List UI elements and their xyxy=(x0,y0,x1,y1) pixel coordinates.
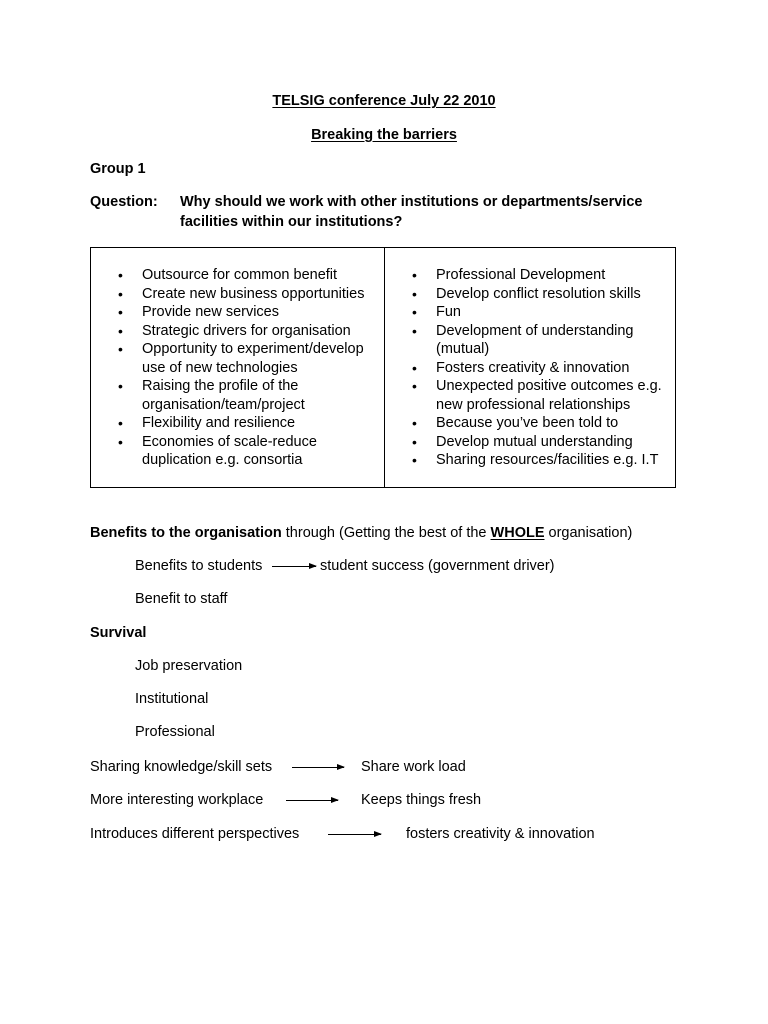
list-item-text: Create new business opportunities xyxy=(142,285,365,302)
survival-heading: Survival xyxy=(90,625,147,641)
benefits-heading-text-end: organisation) xyxy=(544,525,633,541)
survival-item: Institutional xyxy=(135,691,209,707)
list-item xyxy=(412,451,674,470)
list-item xyxy=(412,359,674,378)
bullet-icon: • xyxy=(118,322,123,339)
list-item-text: Opportunity to experiment/develop use of new technologies xyxy=(142,341,364,376)
outcome-right: Share work load xyxy=(361,759,466,775)
list-item-text: Sharing resources/facilities e.g. I.T xyxy=(436,452,659,468)
bullet-icon: • xyxy=(118,378,123,394)
list-item-text: Outsource for common benefit xyxy=(142,267,338,283)
bullet-icon: • xyxy=(118,267,123,283)
question-label: Question: xyxy=(90,194,158,210)
benefit-staff: Benefit to staff xyxy=(135,591,228,607)
question-line-1: Why should we work with other institutions or departments/service xyxy=(180,194,643,210)
bullet-icon: • xyxy=(118,433,123,450)
benefits-heading-emphasis: WHOLE xyxy=(490,525,545,541)
outcome-left: More interesting workplace xyxy=(90,792,264,808)
benefits-students-left: Benefits to students xyxy=(135,558,263,574)
list-item-text: Fun xyxy=(436,304,461,320)
outcome-left: Sharing knowledge/skill sets xyxy=(90,759,273,775)
reasons-list-right xyxy=(412,266,674,470)
list-item xyxy=(412,266,674,285)
doc-subtitle xyxy=(0,126,768,144)
bullet-icon: • xyxy=(118,341,123,357)
list-item xyxy=(118,377,380,414)
bullet-icon: • xyxy=(412,433,417,450)
bullet-icon: • xyxy=(412,452,417,468)
bullet-icon: • xyxy=(412,359,417,376)
doc-title xyxy=(0,92,768,110)
reasons-table xyxy=(90,247,676,488)
list-item xyxy=(118,433,380,470)
doc-subtitle-text: Breaking the barriers xyxy=(311,127,457,143)
bullet-icon: • xyxy=(118,285,123,302)
bullet-icon: • xyxy=(412,285,417,302)
list-item xyxy=(412,377,674,414)
arrow-icon xyxy=(292,767,344,768)
survival-item: Professional xyxy=(135,724,215,740)
bullet-icon: • xyxy=(412,415,417,431)
list-item-text: Raising the profile of the organisation/team/project xyxy=(142,378,305,413)
list-item-text: Flexibility and resilience xyxy=(142,415,296,431)
benefits-heading-bold: Benefits to the organisation xyxy=(90,525,282,541)
list-item-text: Because you’ve been told to xyxy=(436,415,619,431)
list-item xyxy=(412,433,674,452)
list-item xyxy=(118,285,380,304)
reasons-list-left xyxy=(118,266,380,470)
bullet-icon: • xyxy=(118,415,123,431)
list-item xyxy=(412,322,674,359)
outcome-right: fosters creativity & innovation xyxy=(406,826,595,842)
list-item-text: Strategic drivers for organisation xyxy=(142,322,351,339)
bullet-icon: • xyxy=(118,304,123,320)
list-item-text: Develop conflict resolution skills xyxy=(436,285,641,302)
list-item-text: Develop mutual understanding xyxy=(436,433,633,450)
outcome-left: Introduces different perspectives xyxy=(90,826,300,842)
list-item-text: Unexpected positive outcomes e.g. new professional relationships xyxy=(436,378,662,413)
list-item xyxy=(412,303,674,322)
survival-item: Job preservation xyxy=(135,658,243,674)
benefits-students-right: student success (government driver) xyxy=(320,558,555,574)
benefits-heading-text: through (Getting the best of the xyxy=(281,525,491,541)
arrow-icon xyxy=(272,566,316,567)
list-item xyxy=(412,285,674,304)
bullet-icon: • xyxy=(412,378,417,394)
list-item-text: Fosters creativity & innovation xyxy=(436,359,630,376)
question-line-2: facilities within our institutions? xyxy=(180,214,403,230)
list-item-text: Provide new services xyxy=(142,304,279,320)
group-label: Group 1 xyxy=(90,161,146,177)
bullet-icon: • xyxy=(412,304,417,320)
list-item-text: Development of understanding (mutual) xyxy=(436,322,634,357)
arrow-icon xyxy=(328,834,381,835)
list-item xyxy=(412,414,674,433)
list-item xyxy=(118,414,380,433)
bullet-icon: • xyxy=(412,267,417,283)
list-item xyxy=(118,340,380,377)
list-item-text: Economies of scale-reduce duplication e.g. consortia xyxy=(142,433,317,468)
list-item xyxy=(118,322,380,341)
list-item-text: Professional Development xyxy=(436,267,606,283)
arrow-icon xyxy=(286,800,338,801)
table-divider xyxy=(384,248,385,487)
outcome-right: Keeps things fresh xyxy=(361,792,482,808)
doc-title-text: TELSIG conference July 22 2010 xyxy=(272,93,496,109)
benefits-heading xyxy=(90,524,632,542)
list-item xyxy=(118,266,380,285)
list-item xyxy=(118,303,380,322)
bullet-icon: • xyxy=(412,322,417,339)
